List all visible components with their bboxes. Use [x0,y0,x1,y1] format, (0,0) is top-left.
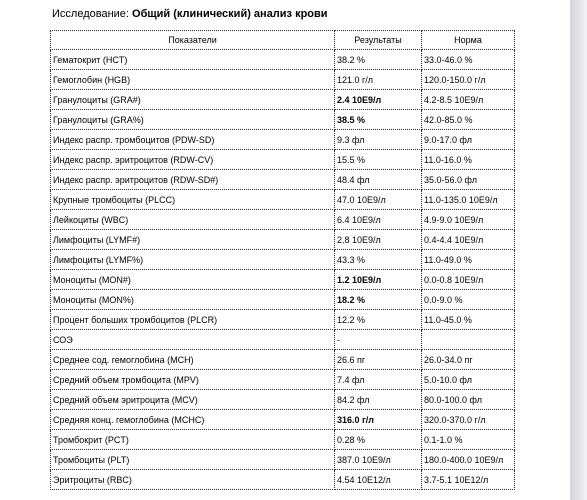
table-row [51,290,515,310]
result-value-cell: 47.0 10E9/л [335,190,422,210]
reference-range-cell: 120.0-150.0 г/л [422,70,515,90]
table-row [51,450,515,470]
table-row [51,210,515,230]
column-header-result: Результаты [335,31,422,50]
result-value-cell: 38.2 % [335,50,422,70]
reference-range-cell: 5.0-10.0 фл [422,370,515,390]
table-row [51,70,515,90]
page-edge-shadow [570,0,587,500]
reference-range-cell: 35.0-56.0 фл [422,170,515,190]
table-row [51,230,515,250]
indicator-name-cell: Лимфоциты (LYMF#) [51,230,335,250]
indicator-name-cell: Моноциты (MON#) [51,270,335,290]
reference-range-cell: 180.0-400.0 10E9/л [422,450,515,470]
column-header-norm: Норма [422,31,515,50]
table-row [51,350,515,370]
indicator-name-cell: Тромбокрит (PCT) [51,430,335,450]
result-value-cell: 2.4 10E9/л [335,90,422,110]
indicator-name-cell: Индекс распр. эритроцитов (RDW-CV) [51,150,335,170]
table-row [51,190,515,210]
indicator-name-cell: Лейкоциты (WBC) [51,210,335,230]
table-row [51,50,515,70]
table-row [51,150,515,170]
table-row [51,170,515,190]
indicator-name-cell: Гранулоциты (GRA%) [51,110,335,130]
reference-range-cell: 80.0-100.0 фл [422,390,515,410]
indicator-name-cell: Индекс распр. тромбоцитов (PDW-SD) [51,130,335,150]
result-value-cell: 84.2 фл [335,390,422,410]
table-row [51,110,515,130]
indicator-name-cell: Средний объем эритроцита (MCV) [51,390,335,410]
table-row [51,90,515,110]
table-row [51,370,515,390]
reference-range-cell: 33.0-46.0 % [422,50,515,70]
result-value-cell: 2.8 10E9/л [335,230,422,250]
indicator-name-cell: Средний объем тромбоцита (MPV) [51,370,335,390]
indicator-name-cell: Крупные тромбоциты (PLCC) [51,190,335,210]
reference-range-cell: 42.0-85.0 % [422,110,515,130]
indicator-name-cell: Гранулоциты (GRA#) [51,90,335,110]
result-value-cell: 43.3 % [335,250,422,270]
indicator-name-cell: Средняя конц. гемоглобина (MCHC) [51,410,335,430]
result-value-cell: 12.2 % [335,310,422,330]
table-header-row [51,31,515,50]
result-value-cell: 0.28 % [335,430,422,450]
result-value-cell: 26.6 пг [335,350,422,370]
indicator-name-cell: Моноциты (MON%) [51,290,335,310]
reference-range-cell: 0.1-1.0 % [422,430,515,450]
table-row [51,310,515,330]
table-row [51,390,515,410]
result-value-cell: 4.54 10E12/л [335,470,422,490]
reference-range-cell: 11.0-49.0 % [422,250,515,270]
indicator-name-cell: Индекс распр. эритроцитов (RDW-SD#) [51,170,335,190]
result-value-cell: - [335,330,422,350]
study-heading [52,8,328,20]
result-value-cell: 18.2 % [335,290,422,310]
reference-range-cell: 26.0-34.0 пг [422,350,515,370]
table-row [51,430,515,450]
result-value-cell: 15.5 % [335,150,422,170]
reference-range-cell: 9.0-17.0 фл [422,130,515,150]
result-value-cell: 121.0 г/л [335,70,422,90]
indicator-name-cell: Гемоглобин (HGB) [51,70,335,90]
indicator-name-cell: Гематокрит (HCT) [51,50,335,70]
table-row [51,410,515,430]
reference-range-cell: 320.0-370.0 г/л [422,410,515,430]
column-header-indicator: Показатели [51,31,335,50]
reference-range-cell: 4.9-9.0 10E9/л [422,210,515,230]
reference-range-cell: 0.4-4.4 10E9/л [422,230,515,250]
indicator-name-cell: Эритроциты (RBC) [51,470,335,490]
reference-range-cell: 11.0-135.0 10E9/л [422,190,515,210]
table-row [51,130,515,150]
table-row [51,250,515,270]
result-value-cell: 7.4 фл [335,370,422,390]
result-value-cell: 48.4 фл [335,170,422,190]
indicator-name-cell: Тромбоциты (PLT) [51,450,335,470]
study-title: Общий (клинический) анализ крови [132,8,328,20]
reference-range-cell: 11.0-45.0 % [422,310,515,330]
reference-range-cell: 4.2-8.5 10E9/л [422,90,515,110]
result-value-cell: 387.0 10E9/л [335,450,422,470]
reference-range-cell: 11.0-16.0 % [422,150,515,170]
indicator-name-cell: Процент больших тромбоцитов (PLCR) [51,310,335,330]
reference-range-cell: 0.0-9.0 % [422,290,515,310]
result-value-cell: 1.2 10E9/л [335,270,422,290]
indicator-name-cell: Лимфоциты (LYMF%) [51,250,335,270]
result-value-cell: 316.0 г/л [335,410,422,430]
study-label: Исследование: [52,8,133,20]
table-row [51,330,515,350]
table-row [51,470,515,490]
indicator-name-cell: СОЭ [51,330,335,350]
results-table [50,30,515,490]
result-value-cell: 38.5 % [335,110,422,130]
table-row [51,270,515,290]
reference-range-cell: 3.7-5.1 10E12/л [422,470,515,490]
reference-range-cell: 0.0-0.8 10E9/л [422,270,515,290]
result-value-cell: 9.3 фл [335,130,422,150]
reference-range-cell [422,330,515,350]
result-value-cell: 6.4 10E9/л [335,210,422,230]
indicator-name-cell: Среднее сод. гемоглобина (MCH) [51,350,335,370]
